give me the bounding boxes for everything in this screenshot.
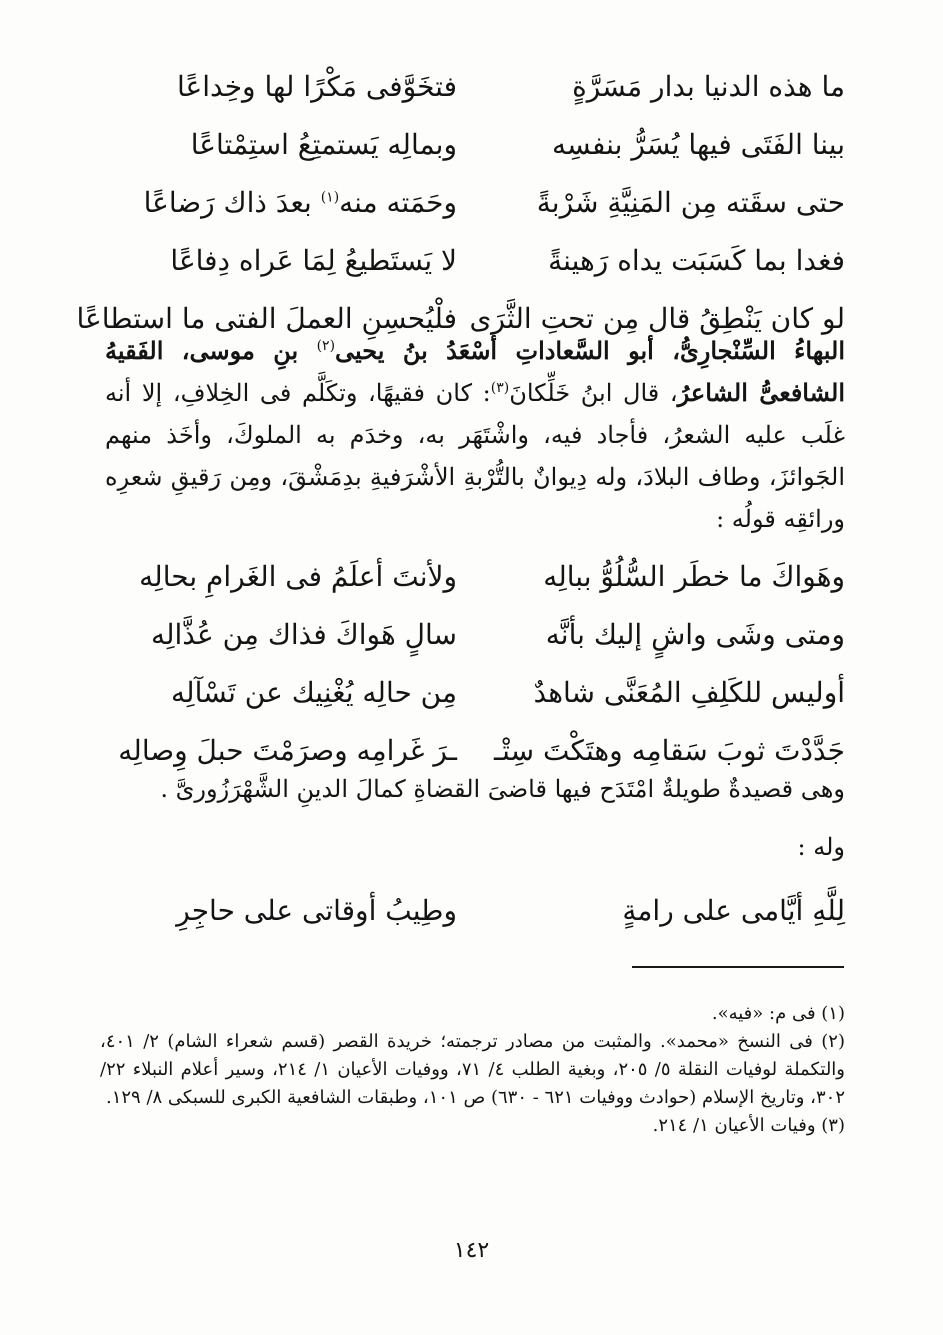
hemistich-first: لِلَّهِ أيَّامى على رامةٍ: [622, 894, 845, 927]
entry-text: ، قال ابنُ خَلِّكانَ: [509, 379, 678, 407]
hemistich-first: بينا الفَتَى فيها يُسَرُّ بنفسِه: [552, 128, 845, 161]
footnotes: [100, 1000, 845, 1140]
footnote: (١) فى م: «فيه».: [711, 1003, 845, 1024]
verse-line: [127, 606, 845, 664]
hemistich-first: حتى سقَته مِن المَنِيَّةِ شَرْبةً: [536, 186, 845, 219]
intro-next-verse: وله :: [797, 833, 845, 861]
hemistich-text: وحَمَته منه: [339, 186, 457, 219]
hemistich-first: أوليس للكَلِفِ المُعَنَّى شاهدٌ: [533, 676, 845, 709]
verse-line: [127, 232, 845, 290]
hemistich-second: [127, 174, 457, 232]
hemistich-first: وهَواكَ ما خطَر السُّلُوُّ ببالِه: [543, 560, 845, 593]
entry-name: البهاءُ السِّنْجارِىُّ، أبو السَّعاداتِ أَسْعَدُ بنُ يحيى: [335, 336, 846, 365]
hemistich-second: سالٍ هَواكَ فذاك مِن عُذَّالِه: [150, 618, 457, 651]
footnote-ref-2: (٢): [316, 338, 336, 354]
biography-paragraph: [105, 330, 845, 540]
hemistich-second: فتخَوَّفى مَكْرًا لها وخِداعًا: [177, 70, 457, 103]
footnote-ref-1: (١): [320, 189, 340, 206]
verse-line: [127, 116, 845, 174]
hemistich-second: وبمالِه يَستمتِعُ استِمْتاعًا: [190, 128, 457, 161]
hemistich-second: فلْيُحسِنِ العملَ الفتى ما استطاعًا: [76, 302, 457, 335]
verse-line: [127, 882, 845, 940]
hemistich-second: ـرَ غَرامِه وصرَمْتَ حبلَ وِصالِه: [118, 734, 457, 767]
hemistich-first: فغدا بما كَسَبَت يداه رَهينةً: [548, 244, 845, 277]
verse-line: [127, 548, 845, 606]
hemistich-second: وطِيبُ أوقاتى على حاجِرِ: [176, 894, 457, 927]
hemistich-second: ولأنتَ أعلَمُ فى الغَرامِ بحالِه: [139, 560, 457, 593]
verse-line: [127, 58, 845, 116]
footnote: (٣) وفيات الأعيان ١/ ٢١٤.: [652, 1115, 845, 1136]
poem-middle: [118, 548, 845, 780]
footnote: (٢) فى النسخ «محمد». والمثبت من مصادر ترجمته؛ خريدة القصر (قسم شعراء الشام) ٢/ ٤٠١، والتكملة لوفيات النقلة ٥/ ٢٠٥، وبغية الطلب ٤/ ٧١، ووفيات الأعيان ١/ ٢١٤، وسير أعلام النبلاء ٢٢/ ٣٠٢، وتاريخ الإسلام (حوادث ووفيات ٦٢١ - ٦٣٠) ص ١٠١، وطبقات الشافعية الكبرى للسبكى ٨/ ١٢٩.: [100, 1031, 845, 1108]
hemistich-second: مِن حالِه يُغْنِيك عن تَسْآلِه: [171, 676, 457, 709]
closing-sentence: وهى قصيدةٌ طويلةٌ امْتَدَح فيها قاضىَ القضاةِ كمالَ الدينِ الشَّهْرَزُورىَّ .: [160, 775, 845, 803]
footnote-separator: [632, 966, 844, 968]
verse-line: [127, 174, 845, 232]
hemistich-first: ومتى وشَى واشٍ إليك بأنَّه: [545, 618, 845, 651]
verse-line: [127, 664, 845, 722]
entry-text-continued: : كان فقيهًا، وتكَلَّم فى الخِلافِ، إلا أنه غلَب عليه الشعرُ، فأجاد فيه، واشْتَهَر به، وخدَم به الملوكَ، وأخَذ منهم الجَوائزَ، وطاف البلادَ، وله دِيوانٌ بالتُّرْبةِ الأشْرَفيةِ بدِمَشْقَ، ومِن رَقيقِ شعرِه ورائقِه قولُه :: [105, 379, 845, 533]
hemistich-second: لا يَستَطيعُ لِمَا عَراه دِفاعًا: [170, 244, 457, 277]
hemistich-text-rest: بعدَ ذاك رَضاعًا: [143, 186, 321, 219]
hemistich-first: جَدَّدْتَ ثوبَ سَقامِه وهتَكْتَ سِتْـ: [493, 734, 845, 767]
poem-last: [127, 882, 845, 940]
hemistich-first: لو كان يَنْطِقُ قال مِن تحتِ الثَّرَى: [469, 302, 845, 335]
footnote-ref-3: (٣): [490, 380, 510, 396]
hemistich-first: ما هذه الدنيا بدار مَسَرَّةٍ: [572, 70, 845, 103]
poem-top: [76, 58, 845, 348]
entry-name-continued: بنِ موسى، الفَقيهُ الشافعىُّ الشاعرُ: [105, 336, 845, 407]
page-number: ١٤٢: [453, 1238, 490, 1263]
